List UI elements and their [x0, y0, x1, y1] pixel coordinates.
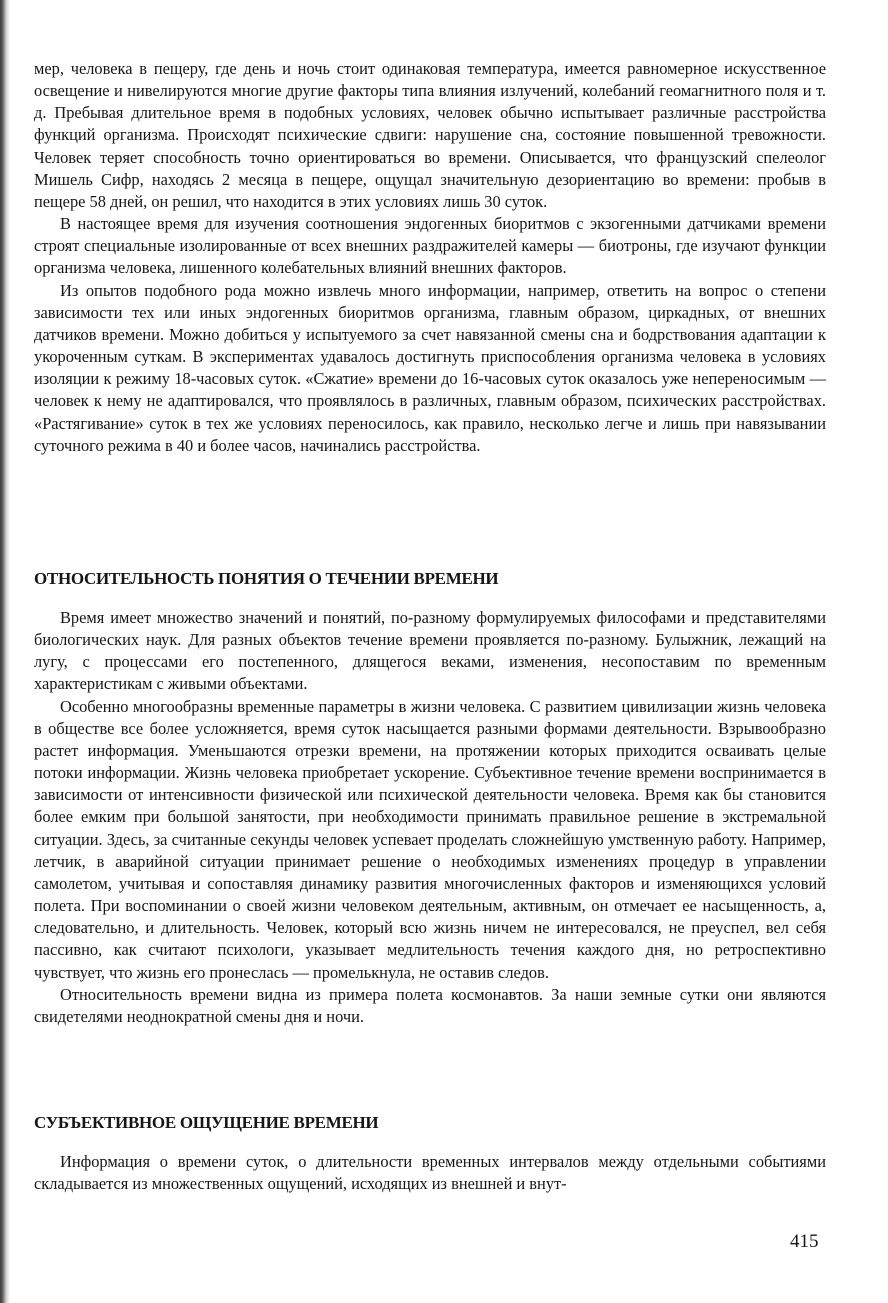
paragraph-biotrons: В настоящее время для изучения соотношения эндогенных биоритмов с экзогенными датчиками времени строят специальные изолированные от всех внешних раздражителей камеры — биотроны, где изучают функции организма человека, лишенного колебательных влияний внешних факторов.: [34, 214, 826, 278]
page-number: 415: [790, 1231, 819, 1252]
paragraph-time-meanings: Время имеет множество значений и понятий, по-разному формулируемых философами и представителями биологических наук. Для разных объектов течение времени проявляется по-разному. Булыжник, лежащий на лугу, с процессами его постепенного, длящегося веками, изменения, несопоставим по временным характеристикам с живыми объектами.: [34, 608, 826, 694]
page-binding-edge: [0, 0, 10, 1303]
paragraph-time-information: Информация о времени суток, о длительности временных интервалов между отдельными событиями складывается из множественных ощущений, исходящих из внешней и внут-: [34, 1152, 826, 1194]
paragraph-adaptation-experiments: Из опытов подобного рода можно извлечь много информации, например, ответить на вопрос о степени зависимости тех или иных эндогенных биоритмов организма, главным образом, циркадных, от внешних датчиков времени. Можно добиться у испытуемого за счет навязанной смены сна и бодрствования адаптации к укороченным суткам. В экспериментах удавалось достигнуть приспособления организма человека в условиях изоляции к режиму 18-часовых суток. «Сжатие» времени до 16-часовых суток оказалось уже непереносимым — человек к нему не адаптировался, что проявлялось в различных, главным образом, психических расстройствах. «Растягивание» суток в тех же условиях переносилось, как правило, несколько легче и лишь при навязывании суточного режима в 40 и более часов, начинались расстройства.: [34, 280, 826, 455]
section-heading-subjective-time: СУБЪЕКТИВНОЕ ОЩУЩЕНИЕ ВРЕМЕНИ: [34, 1113, 379, 1132]
paragraph-cosmonauts: Относительность времени видна из примера полета космонавтов. За наши земные сутки они являются свидетелями неоднократной смены дня и ночи.: [34, 984, 826, 1026]
subjective-time-text-block: [34, 1151, 826, 1195]
book-page: [34, 58, 826, 1194]
intro-text-block: [34, 58, 826, 457]
paragraph-human-time-parameters: Особенно многообразны временные параметры в жизни человека. С развитием цивилизации жизнь человека в обществе все более усложняется, время суток насыщается разными формами деятельности. Взрывообразно растет информация. Уменьшаются отрезки времени, на протяжении которых приходится осваивать целые потоки информации. Жизнь человека приобретает ускорение. Субъективное течение времени воспринимается в зависимости от интенсивности физической или психической деятельности человека. Время как бы становится более емким при большой занятости, при необходимости принимать правильное решение в экстремальной ситуации. Здесь, за считанные секунды человек успевает проделать сложнейшую умственную работу. Например, летчик, в аварийной ситуации принимает решение о необходимых изменениях процедур в управлении самолетом, учитывая и сопоставляя динамику развития многочисленных факторов и изменяющихся условий полета. При воспоминании о своей жизни человеком деятельным, активным, он отмечает ее насыщенность, а, следовательно, и длительность. Человек, который всю жизнь ничем не интересовался, не преуспел, вел себя пассивно, как считают психологи, указывает медлительность течения каждого дня, но ретроспективно чувствует, что жизнь его пронеслась — промелькнула, не оставив следов.: [34, 696, 826, 982]
paragraph-cave-experiment: мер, человека в пещеру, где день и ночь стоит одинаковая температура, имеется равномерное искусственное освещение и нивелируются многие другие факторы типа влияния излучений, колебаний геомагнитного поля и т. д. Пребывая длительное время в подобных условиях, человек обычно испытывает различные расстройства функций организма. Происходят психические сдвиги: нарушение сна, состояние повышенной тревожности. Человек теряет способность точно ориентироваться во времени. Описывается, что французский спелеолог Мишель Сифр, находясь 2 месяца в пещере, ощущал значительную дезориентацию во времени: пробыв в пещере 58 дней, он решил, что находится в этих условиях лишь 30 суток.: [34, 59, 826, 211]
relativity-text-block: [34, 607, 826, 1028]
section-heading-relativity: ОТНОСИТЕЛЬНОСТЬ ПОНЯТИЯ О ТЕЧЕНИИ ВРЕМЕНИ: [34, 569, 499, 588]
